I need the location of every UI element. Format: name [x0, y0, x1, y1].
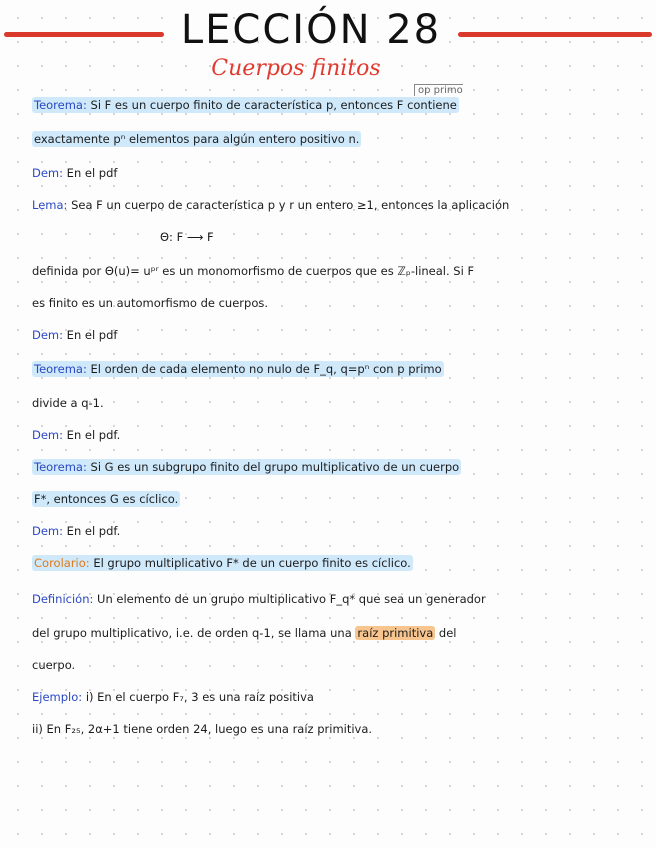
theorem-3-text-2: F*, entonces G es cíclico. [34, 492, 179, 506]
proof-2-text: En el pdf [66, 328, 118, 342]
definition-label: Definición: [32, 592, 94, 606]
theorem-3-label: Teorema: [34, 460, 87, 474]
definition-line-3: cuerpo. [32, 658, 76, 672]
theorem-2-line-2: divide a q-1. [32, 396, 104, 410]
example-line-2: ii) En F₂₅, 2α+1 tiene orden 24, luego es una raíz primitiva. [32, 722, 373, 736]
page-subtitle: Cuerpos finitos [211, 56, 381, 81]
example-label: Ejemplo: [32, 690, 83, 704]
theorem-1-line-1 [32, 96, 459, 114]
proof-3-label: Dem: [32, 428, 64, 442]
definition-text-2b: del [438, 626, 457, 640]
corollary-highlight [32, 555, 413, 571]
proof-1-text: En el pdf [66, 166, 118, 180]
proof-3 [32, 426, 120, 444]
page-title: LECCIÓN 28 [180, 7, 442, 53]
theorem-3-line-1 [32, 458, 461, 476]
proof-2 [32, 326, 117, 344]
proof-1 [32, 164, 117, 182]
theorem-1-line-2 [32, 130, 361, 148]
theorem-2-text-1: El orden de cada elemento no nulo de F_q, q=pⁿ con p primo [90, 362, 442, 376]
lemma-line-1 [32, 196, 509, 214]
example-line-1 [32, 688, 314, 706]
primitive-root-highlight: raíz primitiva [357, 626, 434, 640]
theorem-1-label: Teorema: [34, 98, 87, 112]
proof-4-label: Dem: [32, 524, 64, 538]
example-text-1: i) En el cuerpo F₇, 3 es una raíz positiva [85, 690, 314, 704]
theorem-3-highlight-1 [32, 459, 461, 475]
proof-2-label: Dem: [32, 328, 64, 342]
theorem-1-highlight-1 [32, 97, 459, 113]
theorem-2-label: Teorema: [34, 362, 87, 376]
title-rule-right [458, 32, 652, 37]
definition-text-1: Un elemento de un grupo multiplicativo F_q* que sea un generador [97, 592, 486, 606]
theorem-1-text-2: exactamente pⁿ elementos para algún entero positivo n. [34, 132, 360, 146]
lemma-label: Lema: [32, 198, 68, 212]
theorem-3-text-1: Si G es un subgrupo finito del grupo multiplicativo de un cuerpo [90, 460, 460, 474]
definition-line-2 [32, 624, 457, 642]
margin-annotation: op primo [414, 84, 463, 96]
title-block [0, 6, 656, 56]
proof-3-text: En el pdf. [66, 428, 121, 442]
title-rule-left [4, 32, 164, 37]
theorem-2-line-1 [32, 360, 444, 378]
lemma-line-2: Θ: F ⟶ F [160, 230, 214, 244]
proof-1-label: Dem: [32, 166, 64, 180]
theorem-3-line-2 [32, 490, 180, 508]
corollary-label: Corolario: [34, 556, 90, 570]
theorem-1-text-1: Si F es un cuerpo finito de característica p, entonces F contiene [90, 98, 457, 112]
lemma-text-1: Sea F un cuerpo de característica p y r un entero ≥1, entonces la aplicación [71, 198, 510, 212]
corollary [32, 554, 413, 572]
definition-text-2a: del grupo multiplicativo, i.e. de orden q-1, se llama una [32, 626, 352, 640]
lemma-line-4: es finito es un automorfismo de cuerpos. [32, 296, 269, 310]
definition-line-1 [32, 590, 486, 608]
proof-4-text: En el pdf. [66, 524, 121, 538]
lemma-line-3: definida por Θ(u)= uᵖʳ es un monomorfismo de cuerpos que es ℤₚ-lineal. Si F [32, 264, 475, 278]
corollary-text: El grupo multiplicativo F* de un cuerpo finito es cíclico. [93, 556, 411, 570]
proof-4 [32, 522, 120, 540]
theorem-2-highlight [32, 361, 444, 377]
